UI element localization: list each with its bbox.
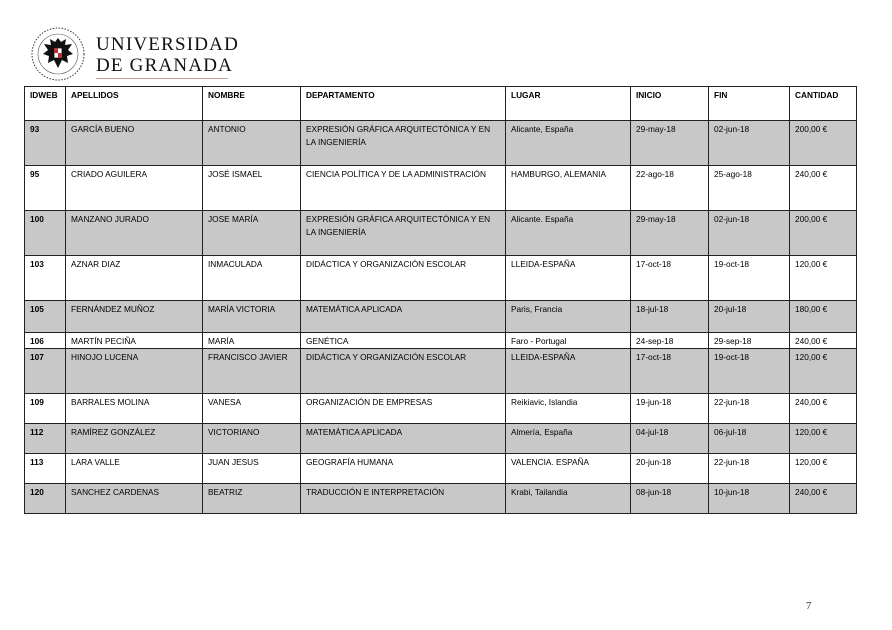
- cell-departamento: ORGANIZACIÓN DE EMPRESAS: [301, 393, 506, 423]
- cell-inicio: 18-jul-18: [631, 301, 709, 333]
- cell-apellidos: FERNÁNDEZ MUÑOZ: [66, 301, 203, 333]
- cell-apellidos: CRIADO AGUILERA: [66, 166, 203, 211]
- cell-idweb: 103: [25, 256, 66, 301]
- column-header-apellidos: APELLIDOS: [66, 87, 203, 121]
- coat-of-arms-icon: [30, 26, 86, 82]
- cell-inicio: 17-oct-18: [631, 256, 709, 301]
- cell-nombre: MARÍA: [203, 333, 301, 349]
- cell-nombre: JUAN JESUS: [203, 453, 301, 483]
- cell-departamento: CIENCIA POLÍTICA Y DE LA ADMINISTRACIÓN: [301, 166, 506, 211]
- page-number: 7: [806, 600, 812, 612]
- cell-nombre: MARÍA VICTORIA: [203, 301, 301, 333]
- cell-departamento: EXPRESIÓN GRÁFICA ARQUITECTÓNICA Y EN LA INGENIERÍA: [301, 211, 506, 256]
- cell-departamento: MATEMÁTICA APLICADA: [301, 423, 506, 453]
- cell-apellidos: LARA VALLE: [66, 453, 203, 483]
- table-row: [25, 333, 857, 349]
- column-header-fin: FIN: [709, 87, 790, 121]
- cell-apellidos: GARCÍA BUENO: [66, 121, 203, 166]
- cell-inicio: 24-sep-18: [631, 333, 709, 349]
- cell-cantidad: 120,00 €: [790, 348, 857, 393]
- cell-cantidad: 200,00 €: [790, 121, 857, 166]
- cell-idweb: 107: [25, 348, 66, 393]
- grants-table: [24, 86, 857, 514]
- cell-inicio: 29-may-18: [631, 211, 709, 256]
- cell-nombre: VANESA: [203, 393, 301, 423]
- cell-fin: 02-jun-18: [709, 121, 790, 166]
- cell-nombre: INMACULADA: [203, 256, 301, 301]
- logo-divider: [96, 78, 228, 79]
- cell-lugar: LLEIDA-ESPAÑA: [506, 256, 631, 301]
- table-row: [25, 483, 857, 513]
- cell-cantidad: 240,00 €: [790, 483, 857, 513]
- cell-cantidad: 120,00 €: [790, 423, 857, 453]
- cell-fin: 29-sep-18: [709, 333, 790, 349]
- column-header-idweb: IDWEB: [25, 87, 66, 121]
- university-logo: [30, 26, 240, 84]
- cell-idweb: 100: [25, 211, 66, 256]
- column-header-cantidad: CANTIDAD: [790, 87, 857, 121]
- cell-inicio: 04-jul-18: [631, 423, 709, 453]
- cell-apellidos: AZNAR DIAZ: [66, 256, 203, 301]
- table-row: [25, 393, 857, 423]
- cell-cantidad: 240,00 €: [790, 333, 857, 349]
- cell-idweb: 93: [25, 121, 66, 166]
- cell-nombre: BEATRIZ: [203, 483, 301, 513]
- university-name: [96, 34, 239, 76]
- table-row: [25, 256, 857, 301]
- table-row: [25, 301, 857, 333]
- table-row: [25, 166, 857, 211]
- table-row: [25, 348, 857, 393]
- cell-idweb: 95: [25, 166, 66, 211]
- table-header-row: [25, 87, 857, 121]
- cell-cantidad: 120,00 €: [790, 256, 857, 301]
- cell-departamento: DIDÁCTICA Y ORGANIZACIÓN ESCOLAR: [301, 256, 506, 301]
- cell-nombre: VICTORIANO: [203, 423, 301, 453]
- cell-inicio: 22-ago-18: [631, 166, 709, 211]
- cell-lugar: VALENCIA. ESPAÑA: [506, 453, 631, 483]
- cell-fin: 06-jul-18: [709, 423, 790, 453]
- cell-fin: 10-jun-18: [709, 483, 790, 513]
- column-header-nombre: NOMBRE: [203, 87, 301, 121]
- cell-departamento: GEOGRAFÍA HUMANA: [301, 453, 506, 483]
- cell-lugar: Alicante. España: [506, 211, 631, 256]
- cell-nombre: JOSÉ ISMAEL: [203, 166, 301, 211]
- cell-nombre: FRANCISCO JAVIER: [203, 348, 301, 393]
- cell-fin: 19-oct-18: [709, 348, 790, 393]
- cell-inicio: 20-jun-18: [631, 453, 709, 483]
- cell-lugar: HAMBURGO, ALEMANIA: [506, 166, 631, 211]
- column-header-lugar: LUGAR: [506, 87, 631, 121]
- cell-idweb: 106: [25, 333, 66, 349]
- cell-inicio: 29-may-18: [631, 121, 709, 166]
- column-header-departamento: DEPARTAMENTO: [301, 87, 506, 121]
- cell-lugar: Paris, Francia: [506, 301, 631, 333]
- cell-departamento: GENÉTICA: [301, 333, 506, 349]
- cell-apellidos: MANZANO JURADO: [66, 211, 203, 256]
- cell-idweb: 120: [25, 483, 66, 513]
- cell-idweb: 109: [25, 393, 66, 423]
- cell-lugar: Krabi, Tailandia: [506, 483, 631, 513]
- cell-lugar: LLEIDA-ESPAÑA: [506, 348, 631, 393]
- cell-nombre: JOSE MARÍA: [203, 211, 301, 256]
- cell-fin: 19-oct-18: [709, 256, 790, 301]
- cell-departamento: EXPRESIÓN GRÁFICA ARQUITECTÓNICA Y EN LA INGENIERÍA: [301, 121, 506, 166]
- table-row: [25, 211, 857, 256]
- cell-cantidad: 240,00 €: [790, 166, 857, 211]
- cell-apellidos: BARRALES MOLINA: [66, 393, 203, 423]
- cell-apellidos: RAMÍREZ GONZÁLEZ: [66, 423, 203, 453]
- cell-inicio: 08-jun-18: [631, 483, 709, 513]
- cell-departamento: TRADUCCIÓN E INTERPRETACIÓN: [301, 483, 506, 513]
- logo-line-2: DE GRANADA: [96, 55, 234, 76]
- cell-fin: 02-jun-18: [709, 211, 790, 256]
- cell-lugar: Alicante, España: [506, 121, 631, 166]
- cell-apellidos: HINOJO LUCENA: [66, 348, 203, 393]
- cell-nombre: ANTONIO: [203, 121, 301, 166]
- cell-apellidos: MARTÍN PECIÑA: [66, 333, 203, 349]
- cell-fin: 22-jun-18: [709, 393, 790, 423]
- cell-fin: 20-jul-18: [709, 301, 790, 333]
- table-row: [25, 423, 857, 453]
- cell-idweb: 105: [25, 301, 66, 333]
- cell-apellidos: SANCHEZ CARDENAS: [66, 483, 203, 513]
- cell-cantidad: 240,00 €: [790, 393, 857, 423]
- logo-line-1: UNIVERSIDAD: [96, 34, 240, 55]
- cell-inicio: 19-jun-18: [631, 393, 709, 423]
- cell-lugar: Reikiavic, Islandia: [506, 393, 631, 423]
- table-row: [25, 453, 857, 483]
- cell-fin: 25-ago-18: [709, 166, 790, 211]
- cell-idweb: 113: [25, 453, 66, 483]
- table-row: [25, 121, 857, 166]
- cell-cantidad: 120,00 €: [790, 453, 857, 483]
- cell-lugar: Almería, España: [506, 423, 631, 453]
- cell-departamento: MATEMÁTICA APLICADA: [301, 301, 506, 333]
- cell-idweb: 112: [25, 423, 66, 453]
- cell-cantidad: 180,00 €: [790, 301, 857, 333]
- cell-lugar: Faro - Portugal: [506, 333, 631, 349]
- cell-cantidad: 200,00 €: [790, 211, 857, 256]
- cell-fin: 22-jun-18: [709, 453, 790, 483]
- column-header-inicio: INICIO: [631, 87, 709, 121]
- cell-inicio: 17-oct-18: [631, 348, 709, 393]
- cell-departamento: DIDÁCTICA Y ORGANIZACIÓN ESCOLAR: [301, 348, 506, 393]
